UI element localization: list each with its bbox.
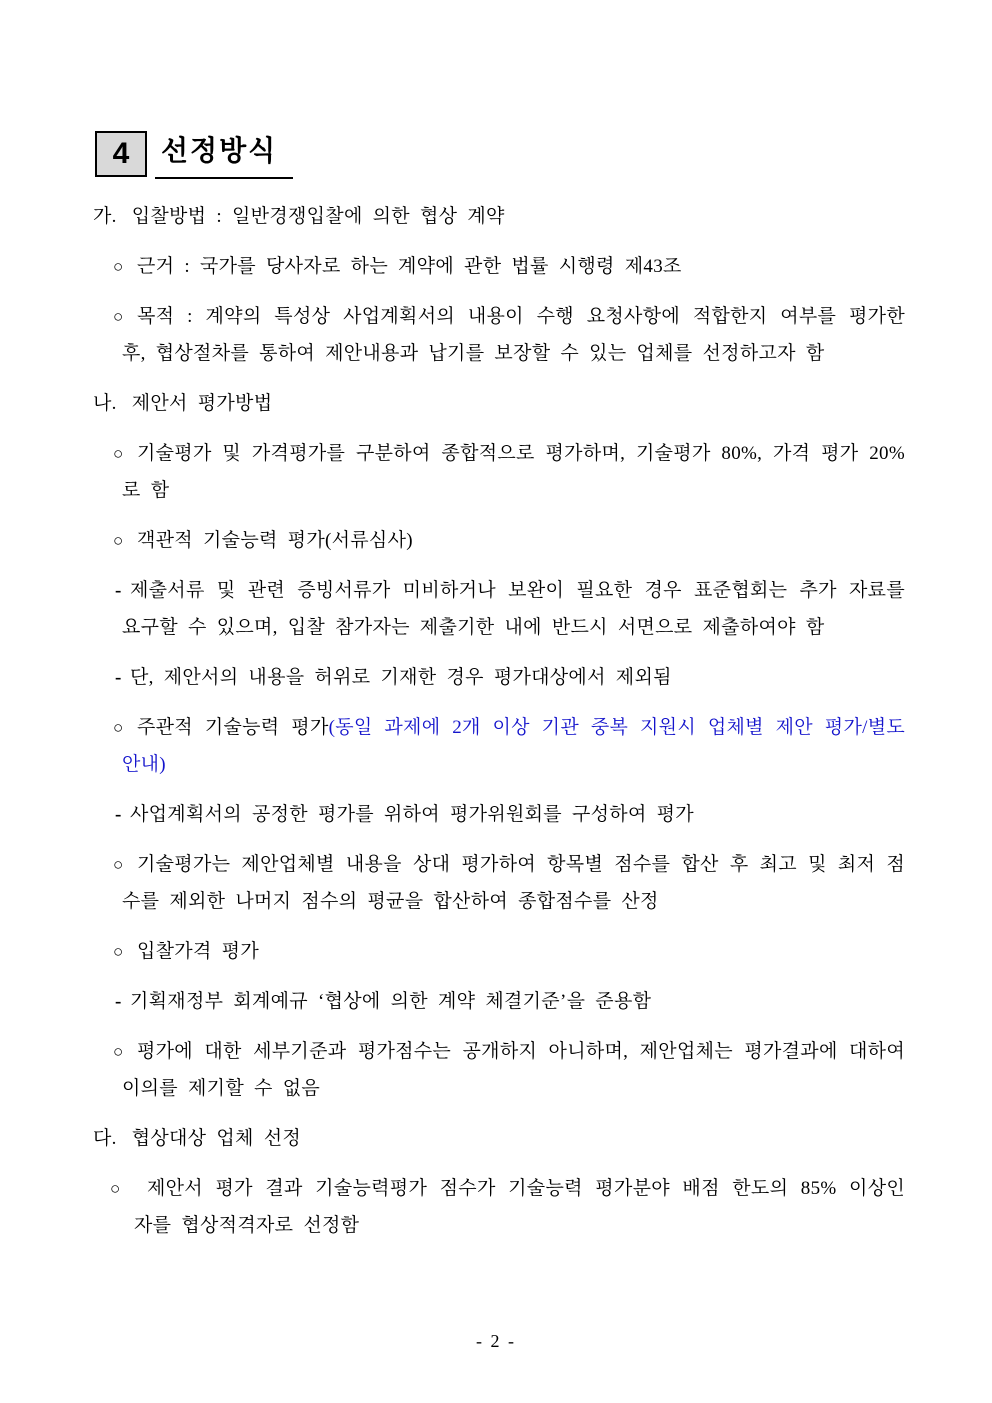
circle-bullet-icon: ○ <box>113 307 124 326</box>
circle-bullet-icon: ○ <box>113 257 124 276</box>
list-item <box>0 248 905 285</box>
circle-bullet-icon: ○ <box>113 531 124 550</box>
text-segment: 협상대상 업체 선정 <box>131 1128 302 1149</box>
list-item <box>0 298 905 372</box>
circle-bullet-icon: ○ <box>113 1042 124 1061</box>
text-segment: 입찰가격 평가 <box>137 941 259 962</box>
dash-bullet-icon: - <box>115 580 122 601</box>
text-segment: 주관적 기술능력 평가 <box>137 717 329 738</box>
list-item <box>0 796 905 833</box>
list-item <box>0 846 905 920</box>
circle-bullet-icon: ○ <box>113 942 124 961</box>
text-segment: 기술평가는 제안업체별 내용을 상대 평가하여 항목별 점수를 합산 후 최고 및 최저 점수를 제외한 나머지 점수의 평균을 합산하여 종합점수를 산정 <box>122 854 905 912</box>
text-segment: 기술평가 및 가격평가를 구분하여 종합적으로 평가하며, 기술평가 80%, 가격 평가 20%로 함 <box>122 443 905 501</box>
list-item <box>0 522 905 559</box>
circle-bullet-icon: ○ <box>113 718 124 737</box>
text-segment: 평가에 대한 세부기준과 평가점수는 공개하지 아니하며, 제안업체는 평가결과에 대하여 이의를 제기할 수 없음 <box>122 1041 905 1099</box>
text-segment: 단, 제안서의 내용을 허위로 기재한 경우 평가대상에서 제외됨 <box>130 667 672 688</box>
text-segment: 목적 : 계약의 특성상 사업계획서의 내용이 수행 요청사항에 적합한지 여부를 평가한 후, 협상절차를 통하여 제안내용과 납기를 보장할 수 있는 업체를 선정하고자 함 <box>122 306 905 364</box>
text-segment: 객관적 기술능력 평가(서류심사) <box>137 530 413 551</box>
dash-bullet-icon: - <box>115 667 122 688</box>
circle-bullet-icon: ○ <box>113 855 124 874</box>
page-number: - 2 - <box>476 1331 516 1351</box>
list-item <box>0 1033 905 1107</box>
text-segment: 기획재정부 회계예규 ‘협상에 의한 계약 체결기준’을 준용함 <box>130 991 652 1012</box>
list-item <box>0 385 905 422</box>
circle-bullet-icon: ○ <box>110 1179 121 1198</box>
list-item <box>0 1170 905 1244</box>
circle-bullet-icon: ○ <box>113 444 124 463</box>
list-item <box>0 659 905 696</box>
list-item <box>0 933 905 970</box>
section-header <box>95 131 293 179</box>
list-item <box>0 983 905 1020</box>
text-segment: 제안서 평가 결과 기술능력평가 점수가 기술능력 평가분야 배점 한도의 85% 이상인 자를 협상적격자로 선정함 <box>134 1178 905 1236</box>
content-list <box>0 198 905 1257</box>
section-number-box: 4 <box>95 131 147 177</box>
item-label: 가. <box>93 206 117 227</box>
list-item <box>0 435 905 509</box>
item-label: 다. <box>93 1128 117 1149</box>
text-segment: 사업계획서의 공정한 평가를 위하여 평가위원회를 구성하여 평가 <box>130 804 694 825</box>
list-item <box>0 198 905 235</box>
dash-bullet-icon: - <box>115 991 122 1012</box>
list-item <box>0 709 905 783</box>
text-segment: 제출서류 및 관련 증빙서류가 미비하거나 보완이 필요한 경우 표준협회는 추가 자료를 요구할 수 있으며, 입찰 참가자는 제출기한 내에 반드시 서면으로 제출하여야 함 <box>122 580 905 638</box>
page-title: 선정방식 <box>155 131 293 179</box>
list-item <box>0 572 905 646</box>
text-segment: 제안서 평가방법 <box>131 393 273 414</box>
text-segment: 입찰방법 : 일반경쟁입찰에 의한 협상 계약 <box>131 206 505 227</box>
item-label: 나. <box>93 393 117 414</box>
text-segment: 근거 : 국가를 당사자로 하는 계약에 관한 법률 시행령 제43조 <box>137 256 682 277</box>
dash-bullet-icon: - <box>115 804 122 825</box>
list-item <box>0 1120 905 1157</box>
text-segment: (동일 과제에 2개 이상 기관 중복 지원시 업체별 제안 평가/별도 안내) <box>122 717 905 775</box>
